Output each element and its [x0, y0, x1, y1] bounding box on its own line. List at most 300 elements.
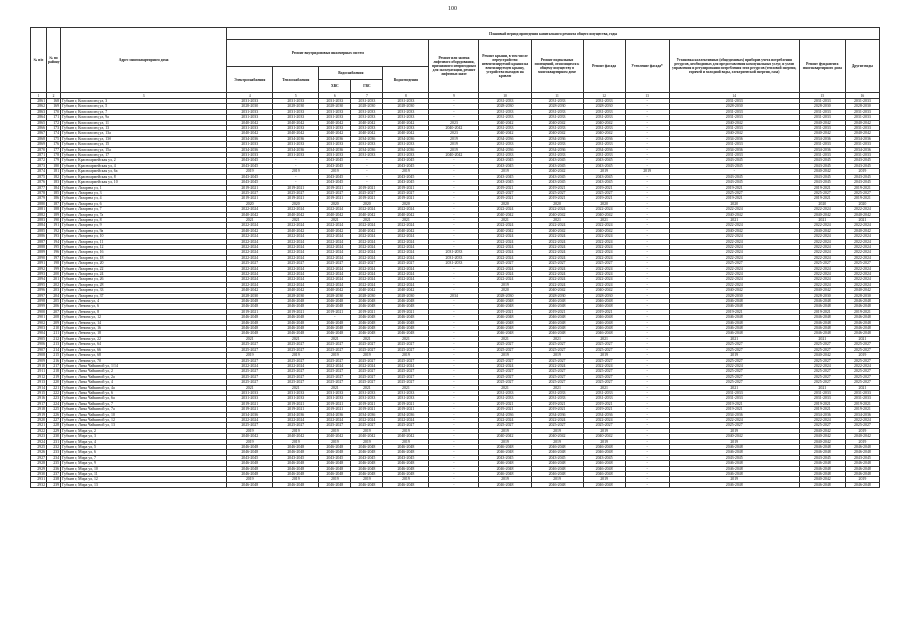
row-period-cell: 2046-2048	[845, 450, 879, 455]
row-district-no: 217	[47, 363, 61, 368]
row-period-cell: 2028-2030	[799, 293, 845, 298]
row-period-cell: 2022-2024	[845, 417, 879, 422]
row-period-cell: -	[625, 315, 669, 320]
row-address: Губкин г, Красноармейская ул, 6а	[61, 169, 227, 174]
row-period-cell: 2019-2021	[273, 309, 319, 314]
row-period-cell: 2021	[383, 336, 429, 341]
row-period-cell: 2022-2024	[669, 244, 799, 249]
row-period-cell: 2019	[845, 428, 879, 433]
row-period-cell: 2019	[531, 353, 583, 358]
row-period-cell: 2019	[227, 169, 273, 174]
row-period-cell: -	[625, 336, 669, 341]
row-period-cell: 2040-2042	[273, 212, 319, 217]
row-period-cell: 2040-2042	[799, 428, 845, 433]
row-period-cell: 2046-2048	[583, 466, 625, 471]
row-period-cell: 2025-2027	[273, 423, 319, 428]
row-period-cell: 2025-2027	[273, 342, 319, 347]
row-period-cell: -	[273, 180, 319, 185]
row-period-cell: 2022-2024	[799, 255, 845, 260]
row-period-cell: 2022-2024	[319, 207, 351, 212]
row-period-cell: 2025-2027	[845, 369, 879, 374]
row-period-cell: 2019	[845, 439, 879, 444]
row-district-no: 179	[47, 158, 61, 163]
row-district-no: 228	[47, 423, 61, 428]
row-period-cell: 2046-2048	[319, 320, 351, 325]
row-period-cell: 2046-2048	[531, 482, 583, 487]
row-period-cell: 2046-2048	[583, 304, 625, 309]
row-period-cell: 2022-2024	[479, 244, 531, 249]
row-period-cell: -	[429, 115, 479, 120]
row-period-cell: 2046-2048	[273, 315, 319, 320]
row-period-cell: 2022-2024	[479, 272, 531, 277]
row-period-cell: 2022-2024	[583, 266, 625, 271]
row-period-cell: 2040-2042	[273, 434, 319, 439]
row-period-cell: 2046-2048	[799, 304, 845, 309]
row-period-cell: 2031-2033	[845, 126, 879, 131]
row-period-cell: 2022-2024	[273, 244, 319, 249]
row-period-cell: 2019-2021	[273, 407, 319, 412]
row-period-cell: 2025-2027	[669, 380, 799, 385]
row-period-cell: 2046-2048	[845, 445, 879, 450]
row-period-cell: -	[429, 185, 479, 190]
row-period-cell: 2046-2048	[479, 482, 531, 487]
row-period-cell: 2021	[799, 385, 845, 390]
row-period-cell: 2040-2042	[227, 212, 273, 217]
row-period-cell: 2031-2033	[383, 109, 429, 114]
row-period-cell: -	[625, 439, 669, 444]
row-seq-no: 2877	[31, 185, 47, 190]
row-district-no: 222	[47, 390, 61, 395]
row-period-cell: -	[625, 120, 669, 125]
row-period-cell: 2046-2048	[227, 466, 273, 471]
row-address: Губкин г, Мира ул, 5	[61, 445, 227, 450]
row-period-cell: 2025-2027	[351, 369, 383, 374]
row-period-cell: 2046-2048	[319, 450, 351, 455]
column-number: 13	[625, 93, 669, 99]
row-period-cell: 2022-2024	[227, 417, 273, 422]
row-period-cell: 2021	[583, 385, 625, 390]
row-period-cell: -	[625, 466, 669, 471]
row-seq-no: 2919	[31, 412, 47, 417]
row-period-cell: 2028-2030	[319, 104, 351, 109]
row-period-cell: 2019	[319, 439, 351, 444]
row-seq-no: 2908	[31, 353, 47, 358]
row-period-cell: 2025-2027	[383, 347, 429, 352]
row-period-cell: 2034-2036	[799, 412, 845, 417]
row-period-cell: 2019	[583, 169, 625, 174]
row-period-cell: 2025-2027	[319, 369, 351, 374]
row-period-cell: 2019-2021	[319, 185, 351, 190]
row-period-cell: 2022-2024	[273, 282, 319, 287]
row-period-cell: -	[429, 401, 479, 406]
row-period-cell: -	[625, 461, 669, 466]
row-district-no: 176	[47, 142, 61, 147]
row-period-cell: 2022-2024	[845, 250, 879, 255]
row-period-cell: 2019	[479, 282, 531, 287]
row-address: Губкин г, Лазарева ул, 24	[61, 272, 227, 277]
row-period-cell: 2021	[799, 336, 845, 341]
row-address: Губкин г, Лазарева ул, 28	[61, 282, 227, 287]
row-period-cell: 2040-2042	[479, 212, 531, 217]
row-period-cell: 2022-2024	[799, 282, 845, 287]
row-period-cell: 2022-2024	[351, 282, 383, 287]
row-period-cell: 2046-2048	[273, 482, 319, 487]
row-period-cell: 2019-2021	[845, 185, 879, 190]
row-period-cell: 2022-2024	[531, 282, 583, 287]
row-period-cell: 2028-2030	[531, 293, 583, 298]
header-basement: Ремонт подвальных помещений, относящихся к общему имуществу в многоквартирном доме	[531, 40, 583, 93]
row-period-cell: 2025-2027	[583, 347, 625, 352]
row-period-cell: 2020	[383, 201, 429, 206]
row-period-cell: 2022-2024	[531, 239, 583, 244]
row-address: Губкин г, Ленина ул, 64	[61, 342, 227, 347]
row-period-cell: 2031-2033	[319, 99, 351, 104]
row-period-cell: 2031-2033	[351, 153, 383, 158]
row-period-cell: 2034-2036	[531, 147, 583, 152]
row-period-cell: -	[429, 315, 479, 320]
row-period-cell: 2022-2024	[383, 363, 429, 368]
row-address: Губкин г, Ленина ул, 12	[61, 315, 227, 320]
row-period-cell: -	[625, 163, 669, 168]
row-period-cell: 2034-2036	[479, 412, 531, 417]
row-address: Губкин г, Мира ул, 3	[61, 434, 227, 439]
row-period-cell: 2019	[351, 477, 383, 482]
row-period-cell: 2022-2024	[479, 266, 531, 271]
row-address: Губкин г, Лизы Чайкиной ул, 6а	[61, 396, 227, 401]
row-period-cell: 2019	[429, 136, 479, 141]
row-period-cell: 2025-2027	[479, 190, 531, 195]
row-period-cell: -	[625, 142, 669, 147]
row-period-cell: 2040-2042	[227, 288, 273, 293]
row-period-cell: 2046-2048	[669, 299, 799, 304]
row-period-cell: 2034-2036	[319, 136, 351, 141]
row-period-cell: 2025-2027	[383, 261, 429, 266]
row-period-cell: 2040-2042	[531, 169, 583, 174]
row-address: Губкин г, Лазарева ул, 33	[61, 288, 227, 293]
row-period-cell: 2025-2027	[351, 358, 383, 363]
column-number: 7	[351, 93, 383, 99]
row-period-cell: 2043-2045	[669, 180, 799, 185]
row-period-cell: 2021	[227, 217, 273, 222]
row-period-cell: 2028-2030	[383, 293, 429, 298]
row-period-cell: 2031-2033	[479, 142, 531, 147]
row-seq-no: 2880	[31, 201, 47, 206]
row-period-cell: 2019	[479, 428, 531, 433]
row-period-cell: 2031-2033	[429, 261, 479, 266]
row-address: Губкин г, Лазарева ул, 4	[61, 196, 227, 201]
row-period-cell: 2046-2048	[845, 331, 879, 336]
row-period-cell: -	[429, 99, 479, 104]
row-period-cell: 2046-2048	[383, 450, 429, 455]
row-period-cell: 2043-2045	[319, 174, 351, 179]
row-period-cell: 2034-2036	[273, 136, 319, 141]
row-period-cell: 2025-2027	[669, 358, 799, 363]
row-period-cell: -	[429, 472, 479, 477]
row-period-cell: -	[429, 309, 479, 314]
row-period-cell: -	[429, 482, 479, 487]
row-period-cell: 2019-2021	[583, 196, 625, 201]
row-period-cell: 2019-2021	[383, 185, 429, 190]
row-period-cell: 2022-2024	[531, 234, 583, 239]
row-period-cell: 2025-2027	[479, 423, 531, 428]
row-period-cell: 2025-2027	[531, 261, 583, 266]
row-period-cell: 2022-2024	[273, 266, 319, 271]
row-seq-no: 2926	[31, 450, 47, 455]
row-period-cell: 2022-2024	[319, 234, 351, 239]
row-period-cell: 2028-2030	[383, 104, 429, 109]
row-period-cell: -	[625, 115, 669, 120]
row-period-cell: 2031-2033	[669, 153, 799, 158]
row-period-cell: -	[319, 315, 351, 320]
row-period-cell: 2046-2048	[351, 331, 383, 336]
row-period-cell: -	[429, 217, 479, 222]
row-period-cell: 2046-2048	[531, 326, 583, 331]
row-period-cell: 2025-2027	[845, 190, 879, 195]
row-period-cell: 2031-2033	[351, 109, 383, 114]
row-period-cell: 2019-2021	[227, 309, 273, 314]
row-district-no: 231	[47, 439, 61, 444]
row-period-cell: -	[429, 434, 479, 439]
row-period-cell: 2031-2033	[319, 142, 351, 147]
row-period-cell: 2025-2027	[799, 380, 845, 385]
row-period-cell: 2019	[583, 353, 625, 358]
row-seq-no: 2911	[31, 369, 47, 374]
row-period-cell: 2046-2048	[351, 326, 383, 331]
row-period-cell: 2031-2033	[799, 142, 845, 147]
row-address: Губкин г, Лазарева ул, 11	[61, 239, 227, 244]
column-number: 11	[531, 93, 583, 99]
row-period-cell: -	[429, 455, 479, 460]
row-period-cell: 2034-2036	[319, 147, 351, 152]
row-period-cell: -	[625, 180, 669, 185]
row-period-cell: -	[625, 455, 669, 460]
row-period-cell: 2031-2033	[273, 115, 319, 120]
row-period-cell: 2022-2024	[583, 363, 625, 368]
row-period-cell: -	[625, 472, 669, 477]
row-district-no: 203	[47, 288, 61, 293]
row-period-cell: 2031-2033	[479, 109, 531, 114]
row-address: Губкин г, Комсомолец ул, 7	[61, 109, 227, 114]
row-seq-no: 2862	[31, 104, 47, 109]
row-period-cell: -	[625, 174, 669, 179]
row-period-cell: 2021	[479, 336, 531, 341]
row-period-cell: 2046-2048	[583, 326, 625, 331]
row-period-cell: 2025-2027	[669, 374, 799, 379]
row-period-cell: 2022-2024	[583, 255, 625, 260]
row-period-cell: -	[429, 363, 479, 368]
row-period-cell: 2025-2027	[531, 358, 583, 363]
row-period-cell: 2040-2042	[669, 120, 799, 125]
row-period-cell: -	[625, 353, 669, 358]
row-district-no: 226	[47, 412, 61, 417]
row-period-cell: 2043-2045	[319, 455, 351, 460]
row-period-cell: 2040-2042	[479, 120, 531, 125]
header-foundation: Ремонт фундамента многоквартирного дома	[799, 40, 845, 93]
row-period-cell: 2043-2045	[799, 158, 845, 163]
row-period-cell: 2031-2033	[669, 99, 799, 104]
row-period-cell: 2046-2048	[273, 461, 319, 466]
row-period-cell: 2034-2036	[383, 136, 429, 141]
row-period-cell: 2022-2024	[479, 234, 531, 239]
row-period-cell: 2025-2027	[383, 342, 429, 347]
row-address: Губкин г, Красноармейская ул, 2	[61, 158, 227, 163]
row-period-cell: 2046-2048	[319, 331, 351, 336]
row-period-cell: -	[429, 304, 479, 309]
row-period-cell: 2020	[227, 201, 273, 206]
row-period-cell: 2021	[669, 336, 799, 341]
row-period-cell: 2025-2027	[351, 190, 383, 195]
row-period-cell: 2025-2027	[531, 190, 583, 195]
row-period-cell: 2046-2048	[479, 326, 531, 331]
row-period-cell: 2031-2033	[845, 99, 879, 104]
row-period-cell: 2022-2024	[383, 207, 429, 212]
row-period-cell: -	[625, 390, 669, 395]
row-period-cell: 2031-2033	[669, 109, 799, 114]
row-period-cell: 2034-2036	[227, 412, 273, 417]
row-period-cell: 2040-2042	[799, 212, 845, 217]
row-period-cell: -	[429, 326, 479, 331]
column-number: 15	[799, 93, 845, 99]
row-period-cell: 2022-2024	[531, 207, 583, 212]
row-period-cell: -	[625, 423, 669, 428]
row-address: Губкин г, Лазарева ул, 6	[61, 201, 227, 206]
row-period-cell: 2021	[479, 217, 531, 222]
row-period-cell: 2019-2021	[531, 407, 583, 412]
row-address: Губкин г, Лазарева ул, 7а	[61, 212, 227, 217]
row-address: Губкин г, Лизы Чайкиной ул, 13	[61, 423, 227, 428]
row-district-no: 202	[47, 282, 61, 287]
row-seq-no: 2899	[31, 304, 47, 309]
row-period-cell: 2046-2048	[351, 472, 383, 477]
row-period-cell: 2046-2048	[531, 472, 583, 477]
row-seq-no: 2878	[31, 190, 47, 195]
row-period-cell: 2046-2048	[351, 320, 383, 325]
row-period-cell: 2034-2036	[799, 147, 845, 152]
row-period-cell: 2021	[227, 336, 273, 341]
row-period-cell: 2040-2042	[583, 120, 625, 125]
row-district-no: 175	[47, 136, 61, 141]
row-period-cell: 2019-2021	[319, 309, 351, 314]
row-period-cell: -	[669, 169, 799, 174]
row-period-cell: 2019-2021	[669, 309, 799, 314]
row-period-cell: 2040-2042	[799, 288, 845, 293]
row-period-cell: 2046-2048	[799, 461, 845, 466]
row-period-cell: 2046-2048	[845, 461, 879, 466]
row-period-cell: 2022-2024	[531, 255, 583, 260]
row-period-cell: 2028-2030	[583, 293, 625, 298]
row-period-cell: -	[429, 331, 479, 336]
row-period-cell: 2046-2048	[799, 299, 845, 304]
row-period-cell: 2019	[351, 439, 383, 444]
row-period-cell: -	[429, 374, 479, 379]
row-period-cell: 2025-2027	[583, 342, 625, 347]
row-period-cell: 2046-2048	[531, 445, 583, 450]
row-period-cell: 2043-2045	[669, 163, 799, 168]
row-period-cell: 2040-2042	[799, 131, 845, 136]
row-period-cell: 2031-2033	[479, 396, 531, 401]
row-period-cell: 2019	[319, 477, 351, 482]
row-period-cell: 2046-2048	[227, 331, 273, 336]
row-period-cell: -	[429, 423, 479, 428]
row-period-cell: -	[625, 99, 669, 104]
row-period-cell: 2025-2027	[273, 190, 319, 195]
row-period-cell: 2034-2036	[273, 412, 319, 417]
header-electricity: Электроснабжения	[227, 67, 273, 93]
row-period-cell: 2046-2048	[227, 315, 273, 320]
row-seq-no: 2890	[31, 255, 47, 260]
row-period-cell: 2025-2027	[319, 423, 351, 428]
row-period-cell: 2025-2027	[479, 358, 531, 363]
row-period-cell: 2022-2024	[583, 223, 625, 228]
row-period-cell: 2043-2045	[669, 174, 799, 179]
row-seq-no: 2889	[31, 250, 47, 255]
row-period-cell: 2043-2045	[383, 158, 429, 163]
row-district-no: 207	[47, 309, 61, 314]
row-period-cell: 2019-2021	[583, 401, 625, 406]
row-period-cell: -	[429, 369, 479, 374]
row-period-cell: 2019	[845, 353, 879, 358]
row-period-cell: 2043-2045	[479, 158, 531, 163]
row-seq-no: 2932	[31, 482, 47, 487]
row-period-cell: 2046-2048	[531, 466, 583, 471]
row-period-cell: 2031-2033	[479, 153, 531, 158]
row-period-cell: 2034-2036	[583, 412, 625, 417]
row-period-cell: 2022-2024	[531, 244, 583, 249]
row-period-cell: 2025-2027	[351, 347, 383, 352]
row-address: Губкин г, Ленина ул, 8	[61, 309, 227, 314]
row-period-cell: 2040-2042	[845, 212, 879, 217]
row-period-cell: 2046-2048	[531, 450, 583, 455]
row-period-cell: 2025-2027	[383, 358, 429, 363]
row-seq-no: 2875	[31, 174, 47, 179]
row-period-cell: 2021	[669, 217, 799, 222]
row-period-cell: 2025-2027	[479, 369, 531, 374]
row-period-cell: 2040-2042	[479, 131, 531, 136]
row-period-cell: 2022-2024	[227, 207, 273, 212]
row-period-cell: 2022-2024	[383, 277, 429, 282]
row-district-no: 186	[47, 196, 61, 201]
row-period-cell: 2022-2024	[319, 244, 351, 249]
row-period-cell: 2025-2027	[383, 369, 429, 374]
row-period-cell: 2019-2021	[479, 196, 531, 201]
row-period-cell: 2019-2021	[227, 196, 273, 201]
row-period-cell: 2043-2045	[479, 455, 531, 460]
row-district-no: 225	[47, 407, 61, 412]
row-period-cell: -	[625, 282, 669, 287]
row-period-cell: 2022-2024	[799, 272, 845, 277]
row-period-cell: -	[625, 309, 669, 314]
row-period-cell: 2043-2045	[669, 158, 799, 163]
row-period-cell: 2019	[319, 428, 351, 433]
row-period-cell: 2040-2042	[227, 131, 273, 136]
row-period-cell: 2022-2024	[669, 266, 799, 271]
row-period-cell: 2031-2033	[799, 396, 845, 401]
row-period-cell: 2025-2027	[799, 369, 845, 374]
row-period-cell: -	[429, 477, 479, 482]
row-period-cell: 2046-2048	[351, 315, 383, 320]
row-seq-no: 2891	[31, 261, 47, 266]
row-seq-no: 2867	[31, 131, 47, 136]
row-period-cell: 2046-2048	[583, 482, 625, 487]
row-period-cell: 2025-2027	[273, 347, 319, 352]
row-district-no: 227	[47, 417, 61, 422]
row-period-cell: -	[429, 353, 479, 358]
row-period-cell: 2025-2027	[531, 347, 583, 352]
row-period-cell: 2046-2048	[273, 299, 319, 304]
row-period-cell: 2021	[351, 385, 383, 390]
row-period-cell: 2022-2024	[273, 239, 319, 244]
row-period-cell: 2025-2027	[845, 347, 879, 352]
